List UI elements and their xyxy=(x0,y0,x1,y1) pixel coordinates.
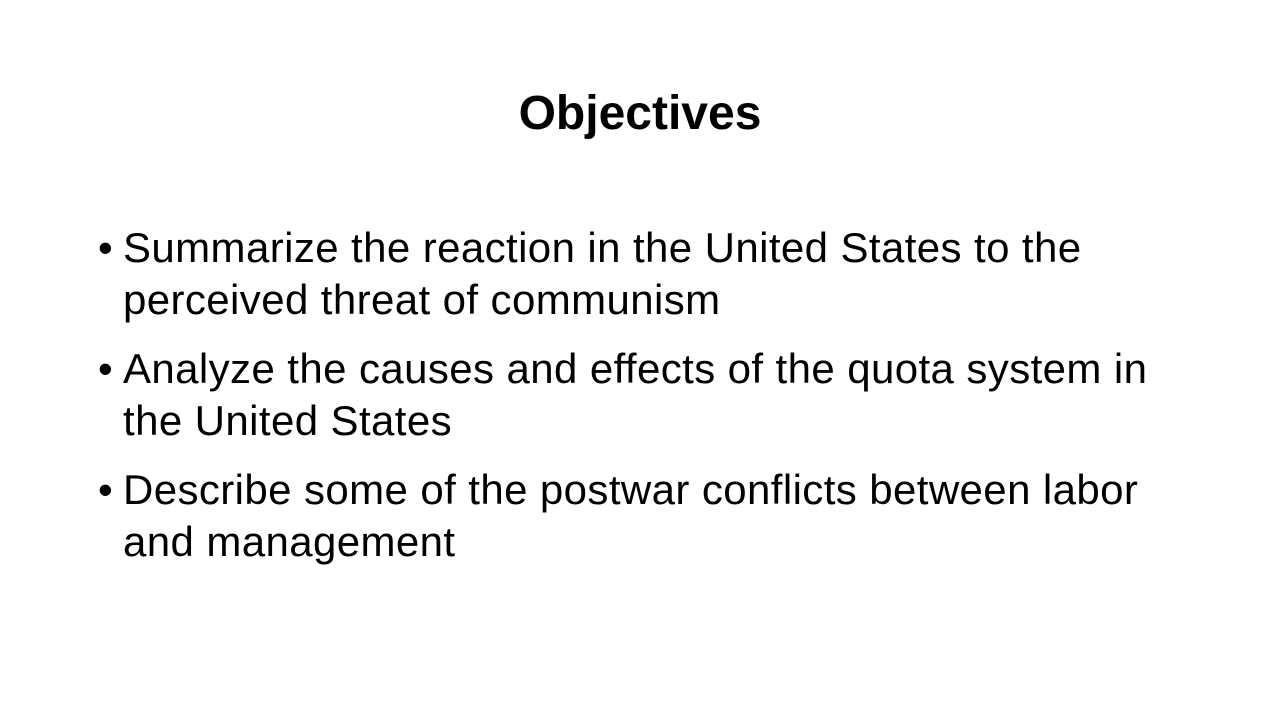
bullet-text: Summarize the reaction in the United States to the perceived threat of communism xyxy=(123,224,1082,323)
objectives-list xyxy=(98,222,1198,585)
list-item xyxy=(98,222,1198,326)
bullet-text: Analyze the causes and effects of the quota system in the United States xyxy=(123,345,1148,444)
list-item xyxy=(98,464,1198,568)
bullet-icon: • xyxy=(98,224,114,271)
list-item xyxy=(98,343,1198,447)
bullet-icon: • xyxy=(98,466,114,513)
bullet-icon: • xyxy=(98,345,114,392)
slide-title: Objectives xyxy=(518,87,762,140)
bullet-text: Describe some of the postwar conflicts between labor and management xyxy=(123,466,1139,565)
